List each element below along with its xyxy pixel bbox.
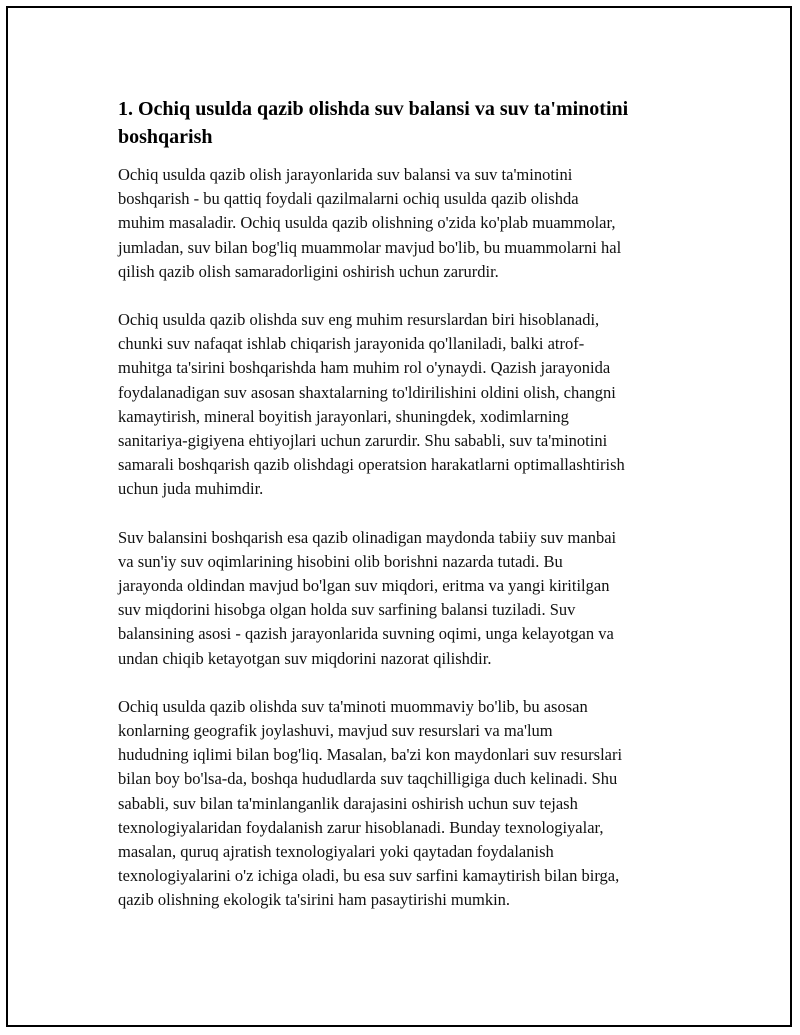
text-line: boshqarish - bu qattiq foydali qazilmalarni ochiq usulda qazib olishda bbox=[118, 189, 579, 209]
section-heading bbox=[118, 95, 688, 151]
paragraph-3 bbox=[118, 526, 688, 671]
text-line: muhitga ta'sirini boshqarishda ham muhim rol o'ynaydi. Qazish jarayonida bbox=[118, 358, 611, 378]
text-line: muhim masaladir. Ochiq usulda qazib olishning o'zida ko'plab muammolar, bbox=[118, 213, 616, 233]
paragraph-1 bbox=[118, 163, 688, 284]
heading-line: boshqarish bbox=[118, 126, 213, 148]
text-line: va sun'iy suv oqimlarining hisobini olib borishni nazarda tutadi. Bu bbox=[118, 551, 563, 571]
text-line: foydalanadigan suv asosan shaxtalarning to'ldirilishini oldini olish, changni bbox=[118, 382, 616, 402]
text-line: Ochiq usulda qazib olish jarayonlarida suv balansi va suv ta'minotini bbox=[118, 165, 573, 184]
heading-line: 1. Ochiq usulda qazib olishda suv balansi va suv ta'minotini bbox=[118, 98, 629, 120]
text-line: jarayonda oldindan mavjud bo'lgan suv miqdori, eritma va yangi kiritilgan bbox=[118, 576, 610, 596]
text-line: balansining asosi - qazish jarayonlarida suvning oqimi, unga kelayotgan va bbox=[118, 624, 614, 644]
text-line: texnologiyalaridan foydalanish zarur hisoblanadi. Bunday texnologiyalar, bbox=[118, 817, 604, 837]
text-line: masalan, quruq ajratish texnologiyalari yoki qaytadan foydalanish bbox=[118, 842, 554, 862]
text-line: suv miqdorini hisobga olgan holda suv sarfining balansi tuziladi. Suv bbox=[118, 600, 576, 620]
text-line: chunki suv nafaqat ishlab chiqarish jarayonida qo'llaniladi, balki atrof- bbox=[118, 334, 585, 354]
text-line: qazib olishning ekologik ta'sirini ham pasaytirishi mumkin. bbox=[118, 890, 511, 910]
text-line: qilish qazib olish samaradorligini oshirish uchun zarurdir. bbox=[118, 261, 499, 281]
document-body bbox=[118, 95, 688, 937]
text-line: konlarning geografik joylashuvi, mavjud suv resurslari va ma'lum bbox=[118, 721, 553, 741]
text-line: texnologiyalarini o'z ichiga oladi, bu esa suv sarfini kamaytirish bilan birga, bbox=[118, 866, 620, 886]
text-line: samarali boshqarish qazib olishdagi operatsion harakatlarni optimallashtirish bbox=[118, 455, 625, 475]
text-line: sanitariya-gigiyena ehtiyojlari uchun zarurdir. Shu sababli, suv ta'minotini bbox=[118, 431, 608, 451]
text-line: jumladan, suv bilan bog'liq muammolar mavjud bo'lib, bu muammolarni hal bbox=[118, 237, 622, 257]
text-line: sababli, suv bilan ta'minlanganlik darajasini oshirish uchun suv tejash bbox=[118, 793, 578, 813]
text-line: Suv balansini boshqarish esa qazib olinadigan maydonda tabiiy suv manbai bbox=[118, 527, 617, 547]
paragraph-4 bbox=[118, 695, 688, 913]
text-line: Ochiq usulda qazib olishda suv eng muhim resurslardan biri hisoblanadi, bbox=[118, 310, 600, 330]
paragraph-2 bbox=[118, 308, 688, 502]
text-line: undan chiqib ketayotgan suv miqdorini nazorat qilishdir. bbox=[118, 648, 492, 668]
text-line: bilan boy bo'lsa-da, boshqa hududlarda suv taqchilligiga duch kelinadi. Shu bbox=[118, 769, 618, 789]
text-line: kamaytirish, mineral boyitish jarayonlari, shuningdek, xodimlarning bbox=[118, 406, 569, 426]
text-line: uchun juda muhimdir. bbox=[118, 479, 264, 499]
text-line: hududning iqlimi bilan bog'liq. Masalan, ba'zi kon maydonlari suv resurslari bbox=[118, 745, 623, 765]
text-line: Ochiq usulda qazib olishda suv ta'minoti muommaviy bo'lib, bu asosan bbox=[118, 696, 588, 716]
